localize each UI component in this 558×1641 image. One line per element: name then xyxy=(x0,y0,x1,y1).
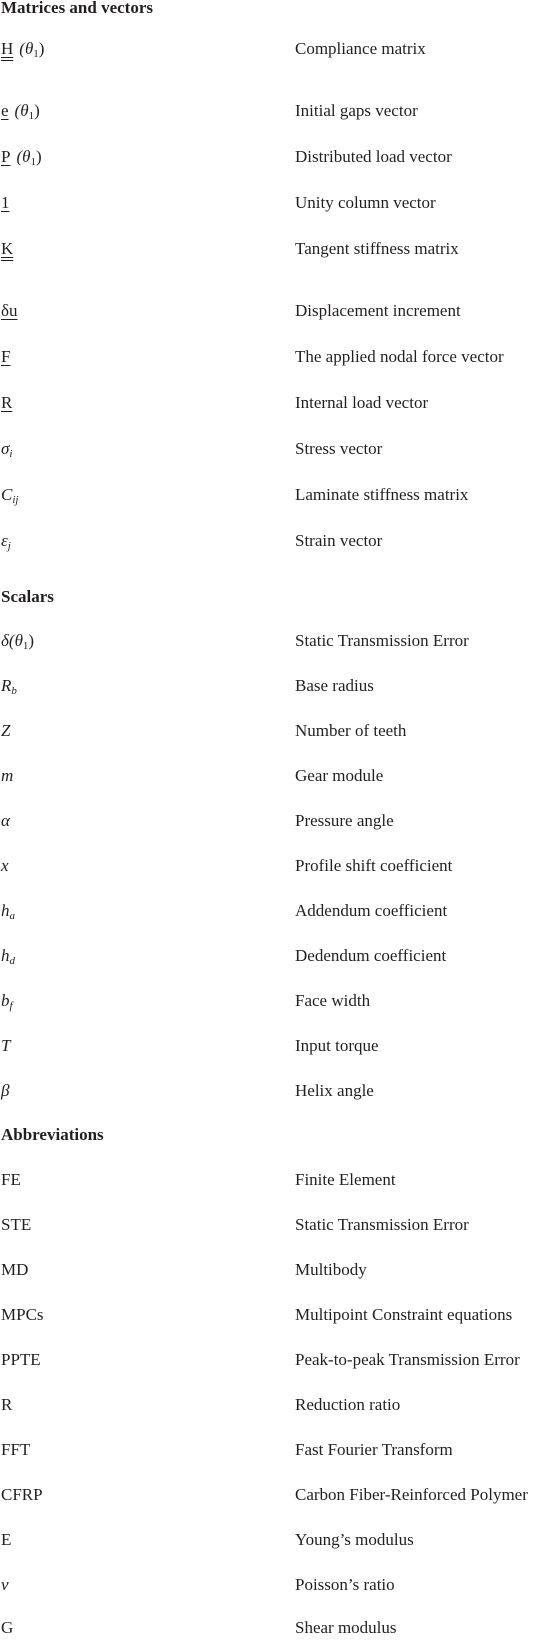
nomenclature-row xyxy=(0,528,558,554)
nomenclature-row xyxy=(0,1572,558,1598)
description: Face width xyxy=(295,991,371,1010)
description: Poisson’s ratio xyxy=(295,1575,395,1594)
nomenclature-row xyxy=(0,1347,558,1373)
description: Fast Fourier Transform xyxy=(295,1440,453,1459)
description: Strain vector xyxy=(295,531,383,550)
description: Multipoint Constraint equations xyxy=(295,1305,513,1324)
symbol: m xyxy=(1,766,14,785)
symbol: $R_b$ xyxy=(1,676,17,697)
nomenclature-row xyxy=(0,1302,558,1328)
nomenclature-row xyxy=(0,1033,558,1059)
nomenclature-row xyxy=(0,36,558,62)
description: Unity column vector xyxy=(295,193,436,212)
symbol: FE xyxy=(1,1170,21,1189)
symbol: STE xyxy=(1,1215,32,1234)
nomenclature-row xyxy=(0,853,558,879)
symbol: δu xyxy=(1,301,18,320)
nomenclature-row xyxy=(0,718,558,744)
nomenclature-row xyxy=(0,943,558,969)
description: Young’s modulus xyxy=(295,1530,414,1549)
symbol: $h_a$ xyxy=(1,901,15,922)
symbol: P $(\theta_1)$ xyxy=(1,147,42,168)
description: Profile shift coefficient xyxy=(295,856,453,875)
description: Internal load vector xyxy=(295,393,429,412)
nomenclature-row xyxy=(0,673,558,699)
description: Shear modulus xyxy=(295,1618,397,1637)
nomenclature-row xyxy=(0,1482,558,1508)
symbol: G xyxy=(1,1618,14,1637)
symbol: R xyxy=(1,1395,13,1414)
description: Carbon Fiber-Reinforced Polymer xyxy=(295,1485,528,1504)
nomenclature-row xyxy=(0,1212,558,1238)
nomenclature-row xyxy=(0,628,558,654)
symbol: PPTE xyxy=(1,1350,41,1369)
symbol: E xyxy=(1,1530,12,1549)
symbol: CFRP xyxy=(1,1485,43,1504)
symbol: e $(\theta_1)$ xyxy=(1,101,40,122)
symbol: K xyxy=(1,239,14,258)
symbol: $\sigma_i$ xyxy=(1,439,13,460)
section-heading-scalars: Scalars xyxy=(1,587,54,606)
symbol: R xyxy=(1,393,13,412)
description: Static Transmission Error xyxy=(295,1215,469,1234)
nomenclature-row xyxy=(0,298,558,324)
description: Tangent stiffness matrix xyxy=(295,239,459,258)
description: Base radius xyxy=(295,676,374,695)
description: Addendum coefficient xyxy=(295,901,448,920)
symbol: 1 xyxy=(1,193,10,212)
description: Input torque xyxy=(295,1036,379,1055)
symbol: $C_{ij}$ xyxy=(1,485,19,506)
nomenclature-row xyxy=(0,344,558,370)
description: Peak-to-peak Transmission Error xyxy=(295,1350,520,1369)
nomenclature-row xyxy=(0,144,558,170)
symbol: MD xyxy=(1,1260,29,1279)
nomenclature-row xyxy=(0,898,558,924)
description: Stress vector xyxy=(295,439,383,458)
nomenclature-row xyxy=(0,1392,558,1418)
description: Reduction ratio xyxy=(295,1395,401,1414)
description: Finite Element xyxy=(295,1170,396,1189)
nomenclature-row xyxy=(0,763,558,789)
description: Dedendum coefficient xyxy=(295,946,447,965)
nomenclature-row xyxy=(0,1527,558,1553)
nomenclature-row xyxy=(0,482,558,508)
symbol: F xyxy=(1,347,11,366)
description: Number of teeth xyxy=(295,721,407,740)
description: Initial gaps vector xyxy=(295,101,418,120)
nomenclature-row xyxy=(0,1078,558,1104)
nomenclature-row xyxy=(0,236,558,262)
symbol: α xyxy=(1,811,10,830)
symbol: $\delta(\theta_1)$ xyxy=(1,631,35,652)
section-heading-abbreviations: Abbreviations xyxy=(1,1125,104,1144)
section-heading-matrices: Matrices and vectors xyxy=(1,0,154,17)
description: Compliance matrix xyxy=(295,39,426,58)
description: Static Transmission Error xyxy=(295,631,469,650)
symbol: ν xyxy=(1,1575,9,1594)
symbol: $b_f$ xyxy=(1,991,13,1012)
symbol: H $(\theta_1)$ xyxy=(1,39,45,60)
nomenclature-row xyxy=(0,436,558,462)
nomenclature-row xyxy=(0,98,558,124)
description: Multibody xyxy=(295,1260,367,1279)
nomenclature-row xyxy=(0,1257,558,1283)
nomenclature-row xyxy=(0,988,558,1014)
symbol: Z xyxy=(1,721,11,740)
symbol: β xyxy=(1,1081,10,1100)
nomenclature-row xyxy=(0,1615,558,1641)
description: Pressure angle xyxy=(295,811,394,830)
nomenclature-row xyxy=(0,1437,558,1463)
symbol: T xyxy=(1,1036,11,1055)
symbol: MPCs xyxy=(1,1305,44,1324)
description: Displacement increment xyxy=(295,301,461,320)
symbol: FFT xyxy=(1,1440,31,1459)
symbol: $h_d$ xyxy=(1,946,15,967)
description: Distributed load vector xyxy=(295,147,452,166)
nomenclature-row xyxy=(0,390,558,416)
description: Gear module xyxy=(295,766,384,785)
nomenclature-row xyxy=(0,1167,558,1193)
description: Laminate stiffness matrix xyxy=(295,485,469,504)
symbol: $\varepsilon_j$ xyxy=(1,531,11,552)
description: Helix angle xyxy=(295,1081,374,1100)
nomenclature-row xyxy=(0,190,558,216)
nomenclature-row xyxy=(0,808,558,834)
symbol: x xyxy=(1,856,9,875)
description: The applied nodal force vector xyxy=(295,347,504,366)
